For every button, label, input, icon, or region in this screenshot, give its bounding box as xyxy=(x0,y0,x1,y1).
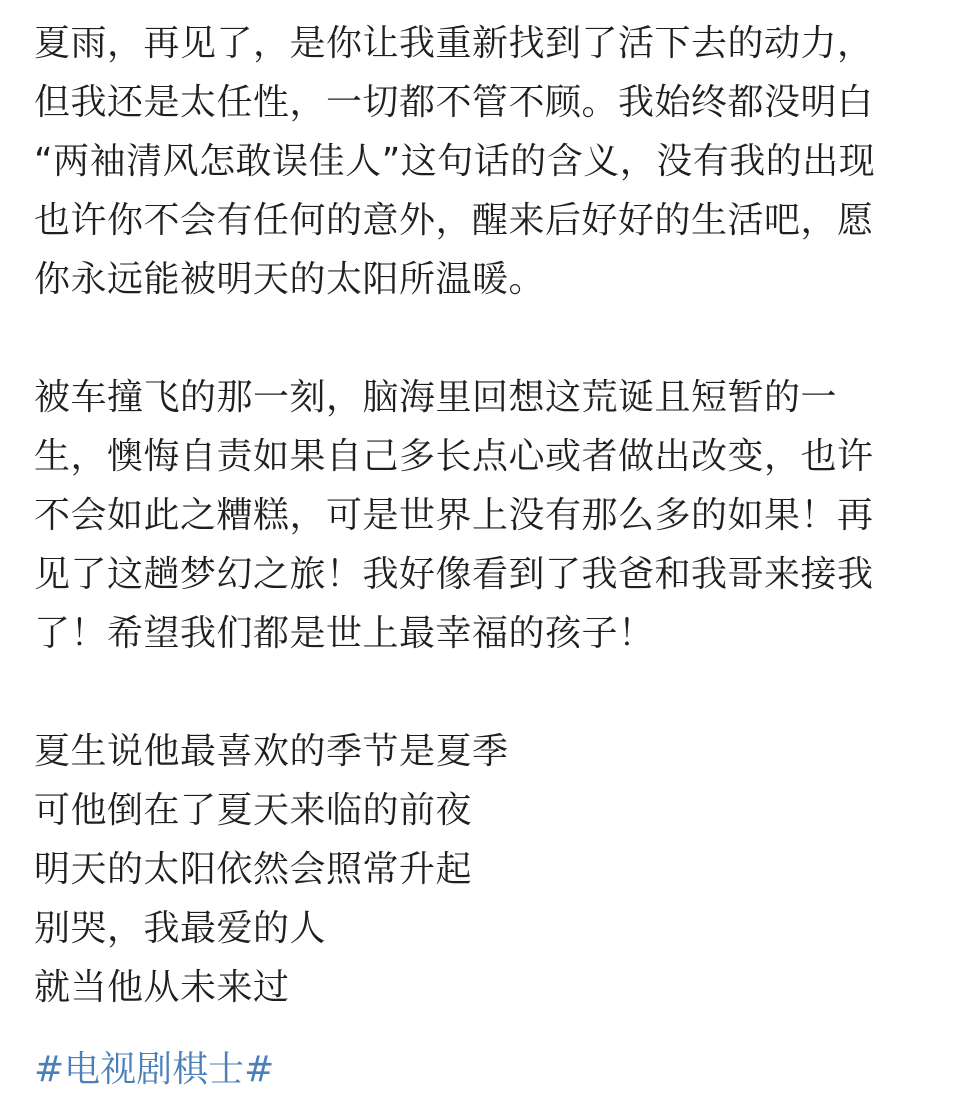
text-line: 但我还是太任性，一切都不管不顾。我始终都没明白 xyxy=(34,82,874,123)
paragraph-spacer xyxy=(34,663,944,722)
post-body xyxy=(34,0,944,1017)
text-line: 了！希望我们都是世上最幸福的孩子！ xyxy=(34,613,655,654)
text-line: 生，懊悔自责如果自己多长点心或者做出改变，也许 xyxy=(34,436,874,477)
text-line: 见了这趟梦幻之旅！我好像看到了我爸和我哥来接我 xyxy=(34,554,874,595)
paragraph-farewell xyxy=(34,14,944,309)
paragraph-spacer xyxy=(34,309,944,368)
text-line: “两袖清风怎敢误佳人”这句话的含义，没有我的出现 xyxy=(34,141,876,182)
poem xyxy=(34,722,944,1017)
text-line: 被车撞飞的那一刻，脑海里回想这荒诞且短暂的一 xyxy=(34,377,838,418)
poem-line: 夏生说他最喜欢的季节是夏季 xyxy=(34,731,509,772)
text-line: 也许你不会有任何的意外，醒来后好好的生活吧，愿 xyxy=(34,200,874,241)
hashtag-link[interactable]: #电视剧棋士# xyxy=(34,1049,275,1090)
poem-line: 明天的太阳依然会照常升起 xyxy=(34,849,473,890)
poem-line: 可他倒在了夏天来临的前夜 xyxy=(34,790,473,831)
text-line: 夏雨，再见了，是你让我重新找到了活下去的动力， xyxy=(34,23,874,64)
paragraph-accident xyxy=(34,368,944,663)
poem-line: 就当他从未来过 xyxy=(34,967,290,1008)
poem-line: 别哭，我最爱的人 xyxy=(34,908,327,949)
text-line: 不会如此之糟糕，可是世界上没有那么多的如果！再 xyxy=(34,495,874,536)
text-line: 你永远能被明天的太阳所温暖。 xyxy=(34,259,546,300)
